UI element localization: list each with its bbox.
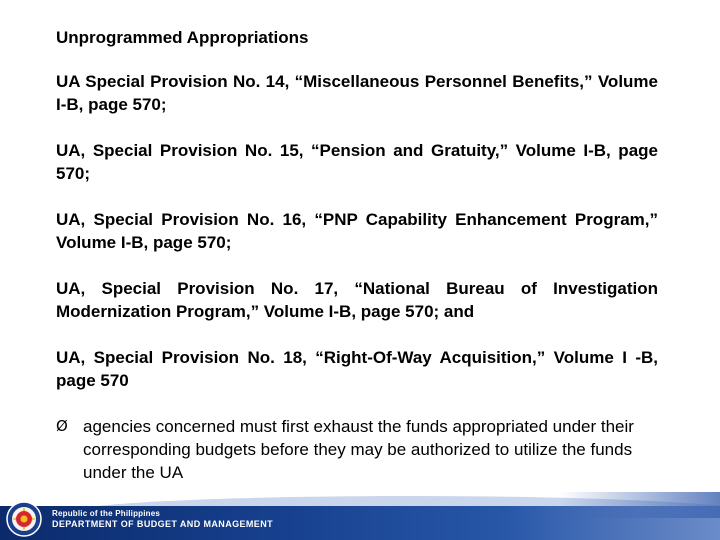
footer-republic-label: Republic of the Philippines (52, 509, 161, 518)
provision-paragraph-15: UA, Special Provision No. 15, “Pension and Gratuity,” Volume I-B, page 570; (56, 141, 658, 183)
provision-paragraph-16: UA, Special Provision No. 16, “PNP Capability Enhancement Program,” Volume I-B, page 570; (56, 210, 658, 252)
slide-title: Unprogrammed Appropriations (56, 28, 309, 47)
footer-department-label: DEPARTMENT OF BUDGET AND MANAGEMENT (52, 519, 273, 529)
bullet-item (56, 415, 666, 484)
arrow-bullet-icon: Ø (56, 417, 68, 435)
provision-paragraph-18: UA, Special Provision No. 18, “Right-Of-Way Acquisition,” Volume I -B, page 570 (56, 348, 658, 390)
provision-paragraph-17: UA, Special Provision No. 17, “National Bureau of Investigation Modernization Program,” Volume I-B, page 570; and (56, 279, 658, 321)
dbm-seal-icon (4, 500, 46, 538)
footer-highlight (560, 492, 720, 518)
provision-paragraph-14: UA Special Provision No. 14, “Miscellaneous Personnel Benefits,” Volume I-B, page 570; (56, 72, 658, 114)
bullet-text: agencies concerned must first exhaust the funds appropriated under their corresponding budgets before they may be authorized to utilize the funds under the UA (83, 417, 634, 482)
